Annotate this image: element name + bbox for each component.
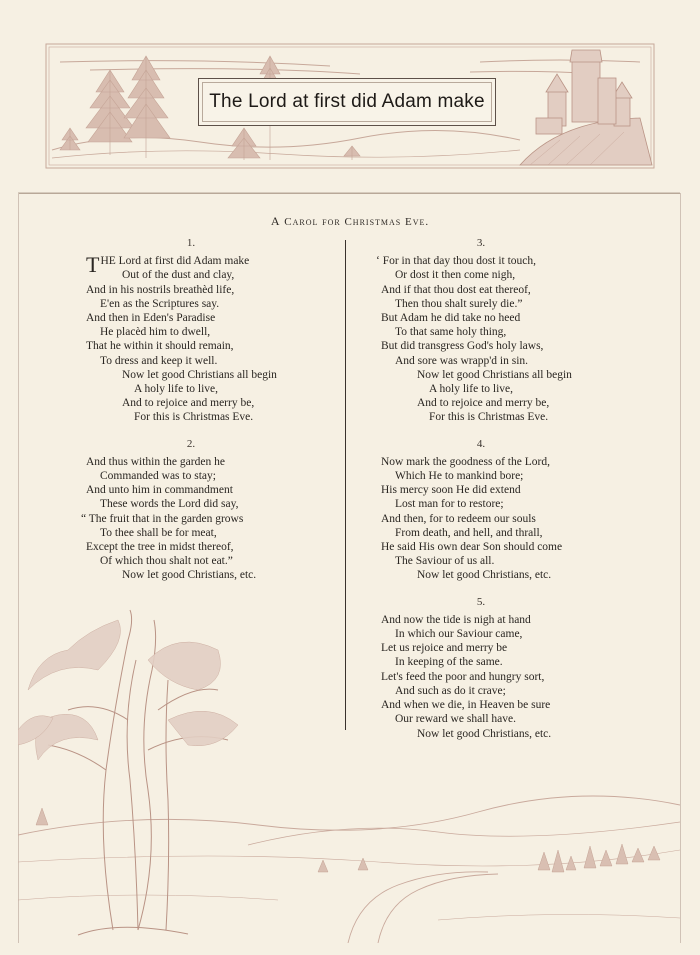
stanza-4 (381, 437, 661, 583)
verse-line: And such as do it crave; (395, 684, 506, 697)
verse-line: And when we die, in Heaven be sure (381, 699, 551, 712)
verse-line: Now let good Christians, etc. (122, 569, 257, 582)
stanza-number: 2. (186, 437, 196, 450)
verse-line: And thus within the garden he (86, 455, 225, 468)
verse-line: And if that thou dost eat thereof, (381, 283, 531, 296)
verse-line: Now let good Christians all begin (417, 368, 572, 381)
verse-line: Then thou shalt surely die.” (395, 297, 523, 310)
verse-line: And sore was wrapp'd in sin. (395, 354, 529, 367)
verse-line: To dress and keep it well. (100, 354, 218, 367)
verse-line: Out of the dust and clay, (122, 269, 235, 282)
verse-line: E'en as the Scriptures say. (100, 297, 220, 310)
verse-line: And then in Eden's Paradise (86, 312, 216, 325)
verse-line: Now let good Christians, etc. (417, 727, 552, 740)
verse-line: But Adam he did take no heed (381, 312, 521, 325)
verse-line: To that same holy thing, (395, 326, 507, 339)
verse-line: In which our Saviour came, (395, 628, 523, 641)
verse-line: A holy life to live, (429, 383, 514, 396)
verse-line: And now the tide is nigh at hand (381, 613, 531, 626)
title-box (198, 78, 496, 126)
verse-line: THE Lord at first did Adam make (86, 252, 250, 278)
verse-line: For this is Christmas Eve. (134, 411, 254, 424)
verse-line: Or dost it then come nigh, (395, 269, 516, 282)
verse-line: Now let good Christians all begin (122, 368, 277, 381)
verse-line: Except the tree in midst thereof, (86, 541, 234, 554)
stanza-3 (376, 236, 661, 425)
verse-line: A holy life to live, (134, 383, 219, 396)
verse-line: “ The fruit that in the garden grows (81, 512, 244, 525)
verse-line: And in his nostrils breathèd life, (86, 283, 235, 296)
verse-line: Lost man for to restore; (395, 498, 504, 511)
stanza-number: 3. (476, 237, 486, 249)
verse-line: In keeping of the same. (395, 656, 503, 669)
page-title: The Lord at first did Adam make (209, 91, 485, 112)
verse-line: Let us rejoice and merry be (381, 642, 508, 655)
verse-line: Commanded was to stay; (100, 470, 216, 483)
verse-line: And then, for to redeem our souls (381, 512, 536, 525)
verse-line: From death, and hell, and thrall, (395, 526, 543, 539)
verse-line: Which He to mankind bore; (395, 470, 524, 483)
left-column (81, 236, 341, 583)
frame-right-rule (680, 193, 681, 943)
landscape-illustration (18, 600, 680, 943)
stanza-1 (86, 236, 341, 425)
verse-line: He placèd him to dwell, (100, 326, 211, 339)
verse-line: Of which thou shalt not eat.” (100, 555, 233, 568)
verse-line: And to rejoice and merry be, (417, 397, 550, 410)
carol-subtitle: A Carol for Christmas Eve. (270, 214, 430, 228)
verse-line: The Saviour of us all. (395, 555, 495, 568)
stanza-2 (81, 437, 341, 583)
stanza-number: 4. (476, 437, 486, 450)
verse-line: ‘ For in that day thou dost it touch, (376, 255, 537, 268)
verse-line: Our reward we shall have. (395, 713, 517, 726)
verse-line: But did transgress God's holy laws, (381, 340, 544, 353)
verse-line: And to rejoice and merry be, (122, 397, 255, 410)
drop-cap: T (86, 252, 100, 278)
subtitle-text: Carol for Christmas Eve. (284, 216, 430, 228)
stanza-number: 1. (186, 237, 196, 249)
verse-line: Let's feed the poor and hungry sort, (381, 670, 545, 683)
verse-line: He said His own dear Son should come (381, 541, 563, 554)
verse-line: His mercy soon He did extend (381, 484, 521, 497)
stanza-number: 5. (476, 595, 486, 608)
verse-line: For this is Christmas Eve. (429, 411, 549, 424)
verse-line: To thee shall be for meat, (100, 526, 217, 539)
verse-line: That he within it should remain, (86, 340, 234, 353)
verse-line: Now let good Christians, etc. (417, 569, 552, 582)
verse-line: These words the Lord did say, (100, 498, 239, 511)
verse-line: Now mark the goodness of the Lord, (381, 455, 550, 468)
verse-line: And unto him in commandment (86, 484, 233, 497)
